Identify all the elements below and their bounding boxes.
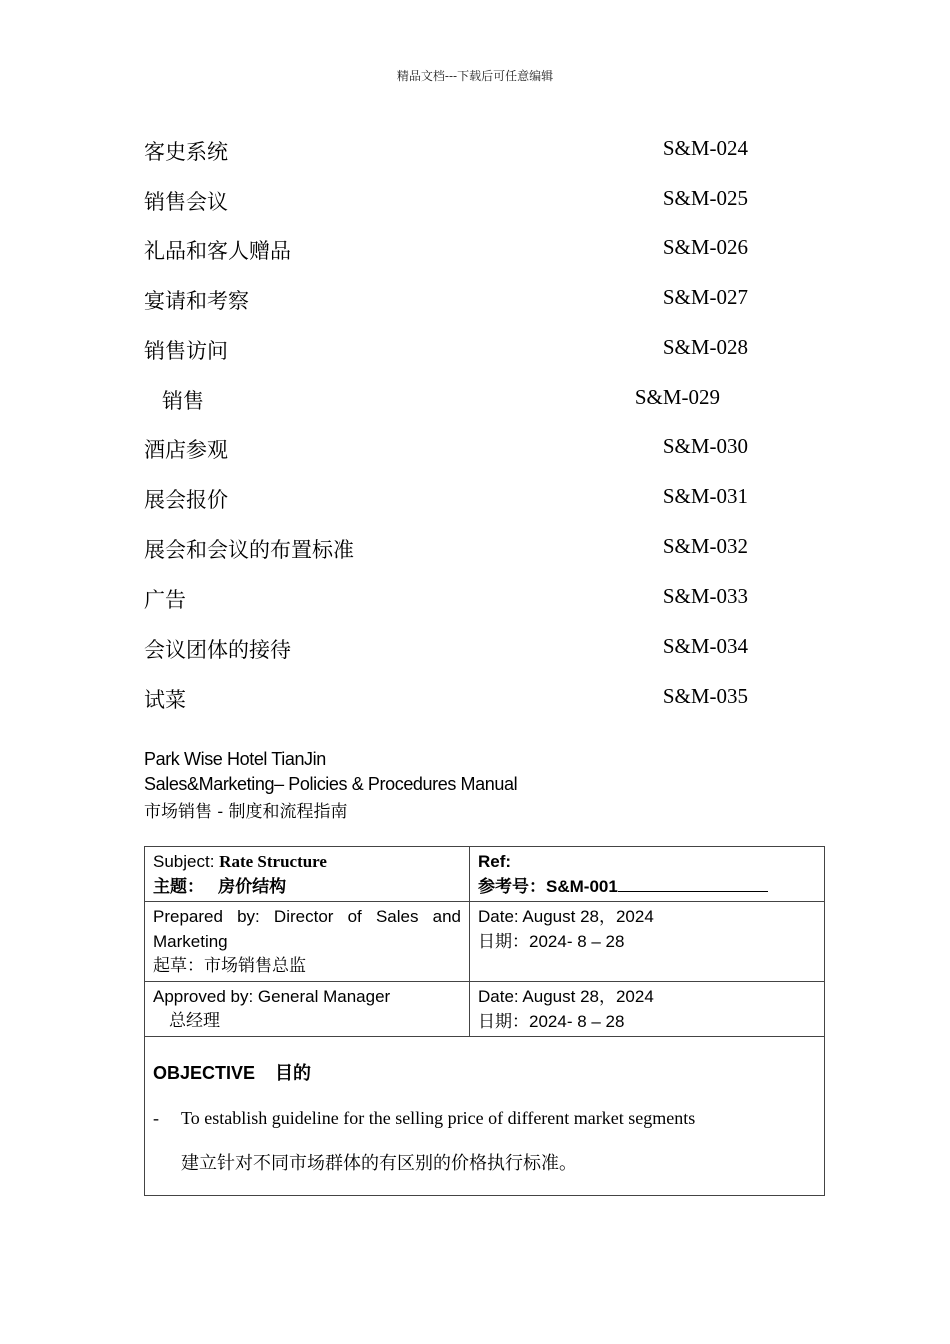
toc-item-ref: S&M-034 <box>662 634 748 658</box>
objective-text-cn: 建立针对不同市场群体的有区别的价格执行标准。 <box>181 1153 577 1174</box>
approved-by-cn: 总经理 <box>169 1011 220 1031</box>
objective-dash: - <box>153 1108 159 1128</box>
approved-date: Date: August 28，2024 <box>478 987 654 1006</box>
table-row <box>145 982 825 1037</box>
toc-item-title: 客史系统 <box>144 140 228 164</box>
toc-item <box>144 584 748 614</box>
toc-item-title: 销售访问 <box>144 339 228 363</box>
toc-item <box>144 335 748 365</box>
manual-title-cn: 市场销售 - 制度和流程指南 <box>144 802 348 822</box>
prepared-by-cn: 起草：市场销售总监 <box>153 956 306 976</box>
ref-number: 参考号：S&M-001 <box>478 877 618 896</box>
toc-item-ref: S&M-030 <box>662 434 748 458</box>
toc-item-title: 礼品和客人赠品 <box>144 239 291 263</box>
toc-item-ref: S&M-035 <box>662 684 748 708</box>
toc-item <box>144 285 748 315</box>
manual-title-en: Sales&Marketing– Policies & Procedures Manual <box>144 774 518 794</box>
toc-item <box>144 186 748 216</box>
toc-item <box>144 136 748 166</box>
toc-item-ref: S&M-032 <box>662 534 748 558</box>
subject-label: Subject: <box>153 852 215 871</box>
table-row <box>145 1037 825 1196</box>
toc-item <box>144 684 748 714</box>
policy-meta-table <box>144 846 825 1196</box>
ref-label: Ref: <box>478 852 512 871</box>
toc-item <box>144 235 748 265</box>
toc-item-title: 展会报价 <box>144 488 228 512</box>
toc-item-ref: S&M-027 <box>662 285 748 309</box>
table-row <box>145 847 825 902</box>
toc-item-ref: S&M-031 <box>662 484 748 508</box>
objective-heading: OBJECTIVE 目的 <box>153 1063 312 1083</box>
toc-item-ref: S&M-033 <box>662 584 748 608</box>
approved-date-cn: 日期：2024- 8 – 28 <box>478 1012 625 1031</box>
toc-item <box>144 434 748 464</box>
toc-item <box>144 484 748 514</box>
subject-value: Rate Structure <box>219 852 327 871</box>
toc-item-title: 会议团体的接待 <box>144 638 291 662</box>
hotel-name: Park Wise Hotel TianJin <box>144 749 326 769</box>
toc-item-ref: S&M-026 <box>662 235 748 259</box>
prepared-by: Prepared by: Director of Sales and Marketing <box>153 907 461 951</box>
toc-item <box>144 634 748 664</box>
subject-cn-label: 主题： <box>153 877 204 896</box>
prepared-date-cn: 日期：2024- 8 – 28 <box>478 932 625 951</box>
table-row <box>145 902 825 982</box>
toc-item-title: 试菜 <box>144 688 186 712</box>
toc-item-title: 宴请和考察 <box>144 289 249 313</box>
objective-item <box>153 1108 816 1129</box>
objective-text-en: To establish guideline for the selling price of different market segments <box>181 1108 696 1128</box>
ref-cell <box>470 847 825 902</box>
objective-cell <box>145 1037 825 1196</box>
toc-item-title: 销售 <box>162 389 204 413</box>
approved-date-cell <box>470 982 825 1037</box>
toc-item-title: 展会和会议的布置标准 <box>144 538 354 562</box>
toc-item-title: 酒店参观 <box>144 438 228 462</box>
toc-item-title: 销售会议 <box>144 190 228 214</box>
document-heading <box>144 747 517 822</box>
toc-item-ref: S&M-025 <box>662 186 748 210</box>
page-header-note: 精品文档---下载后可任意编辑 <box>396 69 554 83</box>
subject-cn-value: 房价结构 <box>218 877 287 896</box>
toc-item <box>144 385 748 415</box>
toc-item-ref: S&M-028 <box>662 335 748 359</box>
ref-underline <box>618 891 768 892</box>
toc-item-title: 广告 <box>144 588 186 612</box>
prepared-date: Date: August 28，2024 <box>478 907 654 926</box>
approved-by: Approved by: General Manager <box>153 987 391 1006</box>
toc-item <box>144 534 748 564</box>
prepared-cell <box>145 902 470 982</box>
toc-item-ref: S&M-024 <box>662 136 748 160</box>
approved-cell <box>145 982 470 1037</box>
toc-item-ref: S&M-029 <box>634 385 720 409</box>
prepared-date-cell <box>470 902 825 982</box>
subject-cell <box>145 847 470 902</box>
